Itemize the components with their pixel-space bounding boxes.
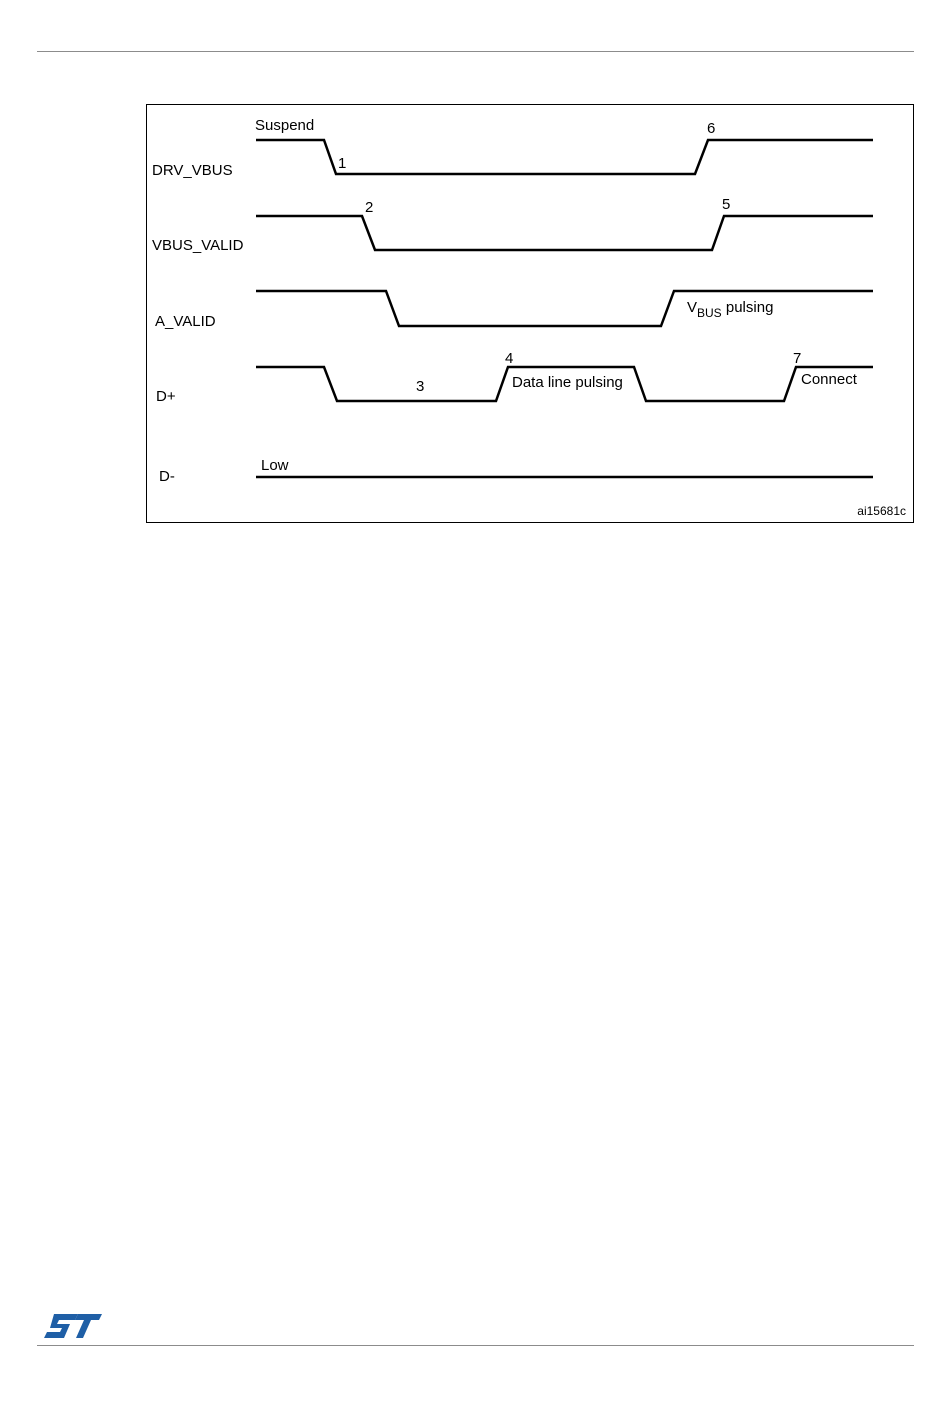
annotation-2: 2	[365, 199, 374, 216]
st-logo	[44, 1310, 102, 1342]
signal-label-drv-vbus: DRV_VBUS	[152, 162, 233, 179]
footer-rule	[37, 1345, 914, 1346]
st-logo-icon	[44, 1310, 102, 1342]
annotation-4: 4	[505, 350, 514, 367]
annotation-suspend: Suspend	[255, 117, 315, 134]
annotation-data-line-pulsing: Data line pulsing	[512, 374, 623, 391]
st-logo-mark	[44, 1314, 102, 1338]
annotation-5: 5	[722, 196, 731, 213]
annotation-6: 6	[707, 120, 716, 137]
annotation-vbus-pulsing-text: pulsing	[721, 299, 774, 316]
timing-diagram-svg	[146, 104, 914, 523]
signal-label-d-minus: D-	[159, 468, 175, 485]
header-rule	[37, 51, 914, 52]
annotation-3: 3	[416, 378, 425, 395]
waveform-a-valid	[256, 291, 873, 326]
waveform-drv-vbus	[256, 140, 873, 174]
signal-label-a-valid: A_VALID	[155, 313, 216, 330]
signal-label-d-plus: D+	[156, 388, 176, 405]
annotation-low: Low	[261, 457, 289, 474]
signal-label-vbus-valid: VBUS_VALID	[152, 237, 244, 254]
annotation-connect: Connect	[801, 371, 857, 388]
waveform-vbus-valid	[256, 216, 873, 250]
figure-id-code: ai15681c	[857, 504, 906, 518]
annotation-1: 1	[338, 155, 347, 172]
annotation-7: 7	[793, 350, 802, 367]
st-logo-text: ST	[44, 1310, 46, 1311]
timing-diagram	[146, 104, 914, 523]
annotation-vbus-subscript: BUS	[697, 306, 722, 320]
annotation-vbus-v: V	[687, 299, 698, 316]
annotation-vbus-pulsing	[687, 299, 773, 320]
